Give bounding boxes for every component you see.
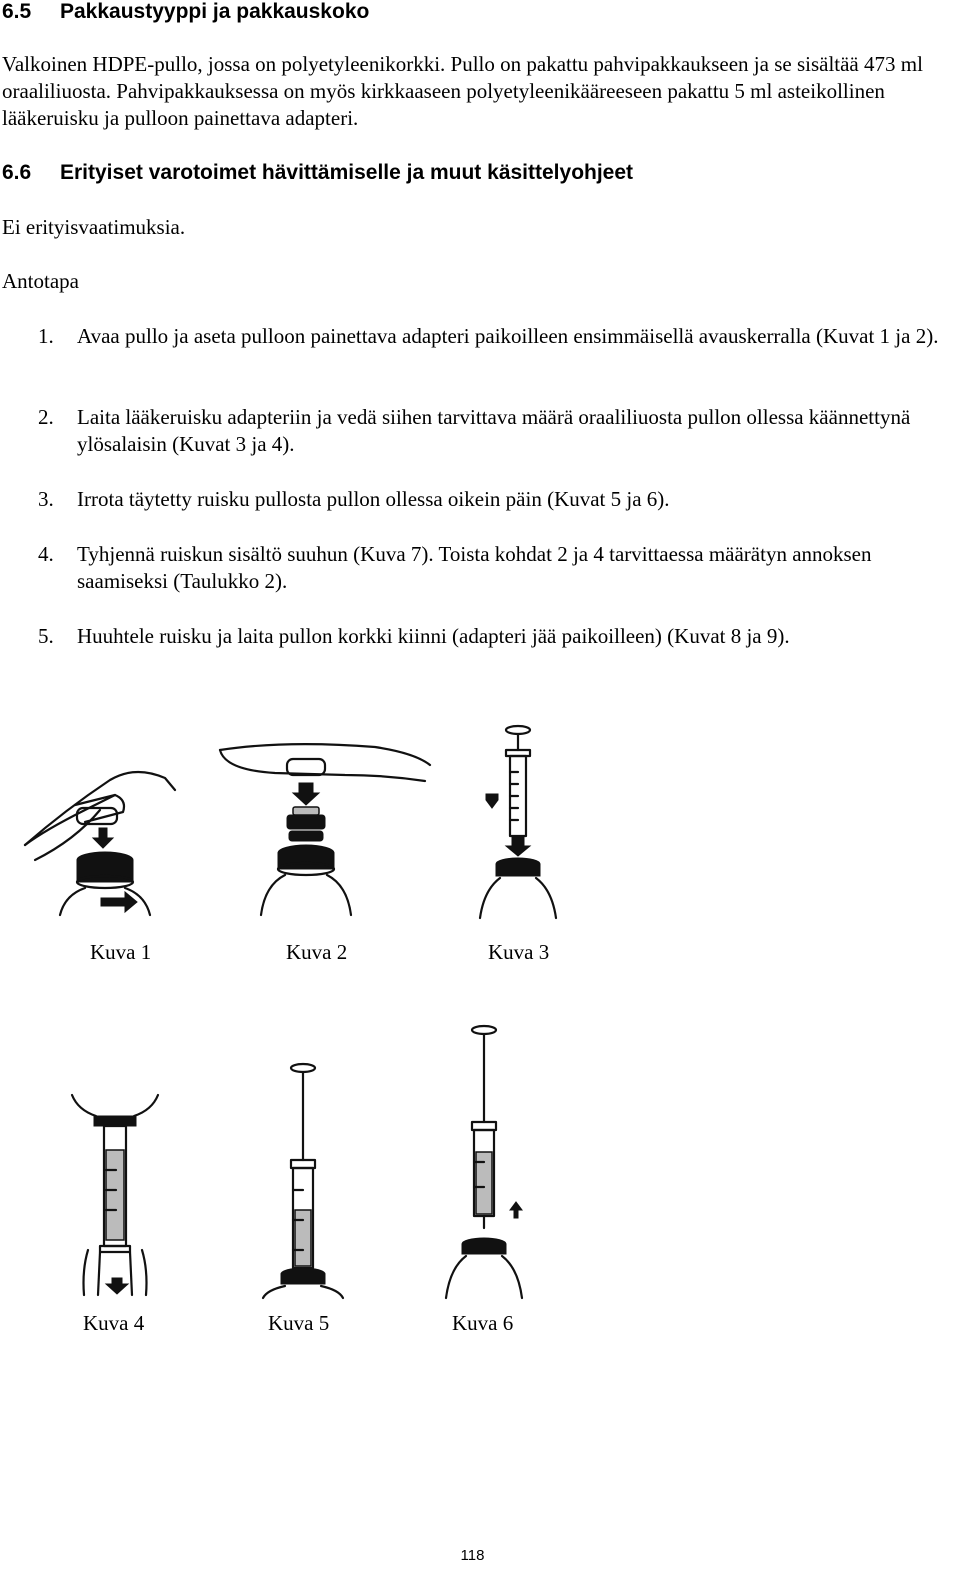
list-text: Tyhjennä ruiskun sisältö suuhun (Kuva 7). Toista kohdat 2 ja 4 tarvittaessa määrätyn annoksen saamiseksi (Taulukko 2). [77,542,872,593]
list-number: 3. [38,487,54,511]
section-number: 6.6 [2,161,32,184]
figure-5-illustration [255,1060,355,1300]
figure-2-illustration [215,735,435,920]
figure-3-caption: Kuva 3 [488,940,550,964]
no-requirements-paragraph: Ei erityisvaatimuksia. [2,215,186,239]
figure-3-illustration [470,722,570,922]
list-number: 5. [38,624,54,648]
section-title: Erityiset varotoimet hävittämiselle ja muut käsittelyohjeet [60,161,634,184]
section-heading-6-5 [2,0,369,24]
packaging-paragraph: Valkoinen HDPE-pullo, jossa on polyetyleenikorkki. Pullo on pakattu pahvipakkaukseen ja se sisältää 473 ml oraaliliuosta. Pahvipakkauksessa on myös kirkkaaseen polyetyleenikääreeseen pakattu 5 ml asteikollinen lääkeruisku ja pulloon painettava adapteri. [2,52,923,130]
list-number: 1. [38,324,54,348]
figure-5-caption: Kuva 5 [268,1311,330,1335]
list-text: Avaa pullo ja aseta pulloon painettava adapteri paikoilleen ensimmäisellä avauskerralla (Kuvat 1 ja 2). [77,324,939,348]
section-number: 6.5 [2,0,32,23]
section-title: Pakkaustyyppi ja pakkauskoko [60,0,370,23]
figure-1-illustration [15,750,185,920]
figure-6-caption: Kuva 6 [452,1311,514,1335]
administration-heading: Antotapa [2,269,79,293]
figure-4-illustration [60,1090,170,1305]
list-number: 4. [38,542,54,566]
figure-2-caption: Kuva 2 [286,940,348,964]
list-text: Huuhtele ruisku ja laita pullon korkki kiinni (adapteri jää paikoilleen) (Kuvat 8 ja 9). [77,624,790,648]
figure-6-illustration [440,1022,540,1302]
list-text: Laita lääkeruisku adapteriin ja vedä siihen tarvittava määrä oraaliliuosta pullon ollessa käännettynä ylösalaisin (Kuvat 3 ja 4). [77,405,911,456]
figure-4-caption: Kuva 4 [83,1311,145,1335]
list-text: Irrota täytetty ruisku pullosta pullon ollessa oikein päin (Kuvat 5 ja 6). [77,487,670,511]
section-heading-6-6 [2,161,633,185]
figure-1-caption: Kuva 1 [90,940,152,964]
page-number: 118 [460,1547,485,1564]
list-number: 2. [38,405,54,429]
